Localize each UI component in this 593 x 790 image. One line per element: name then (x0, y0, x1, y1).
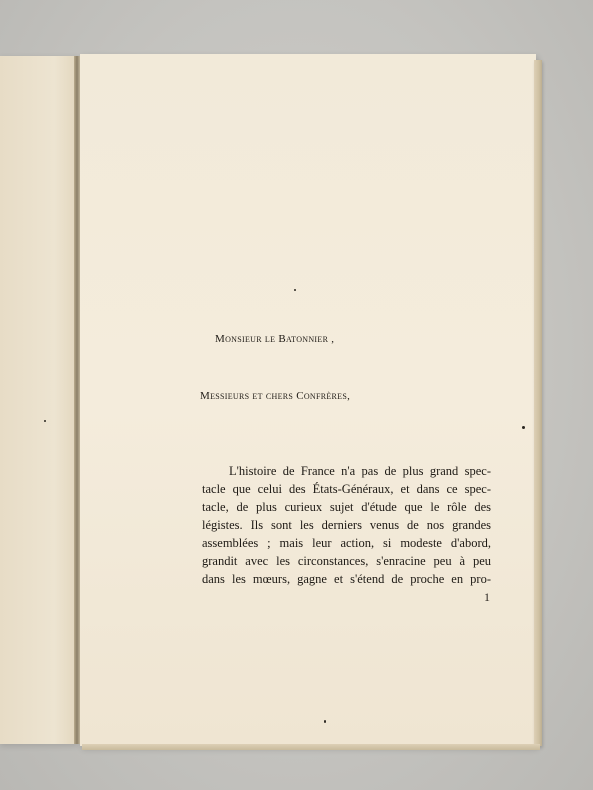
left-page (0, 56, 78, 744)
body-line-4: légistes. Ils sont les derniers venus de nos grandes (202, 518, 491, 532)
body-line-7: dans les mœurs, gagne et s'étend de proche en pro- (202, 572, 491, 586)
page-fore-edge (534, 60, 542, 746)
paper-speck (522, 426, 525, 429)
body-line-2: tacle que celui des États-Généraux, et dans ce spec- (202, 482, 491, 496)
salutation-confreres: Messieurs et chers Confrères, (200, 390, 351, 402)
body-line-5: assemblées ; mais leur action, si modeste d'abord, (202, 536, 491, 550)
paper-speck (294, 289, 296, 291)
body-line-1: L'histoire de France n'a pas de plus grand spec- (229, 464, 491, 478)
body-line-6: grandit avec les circonstances, s'enracine peu à peu (202, 554, 491, 568)
catchword-mark: 1 (484, 590, 490, 604)
salutation-batonnier: Monsieur le Batonnier , (215, 333, 335, 345)
page-bottom-edge (82, 744, 540, 750)
paper-speck (324, 720, 326, 723)
body-line-3: tacle, de plus curieux sujet d'étude que le rôle des (202, 500, 491, 514)
paper-speck (44, 420, 46, 422)
